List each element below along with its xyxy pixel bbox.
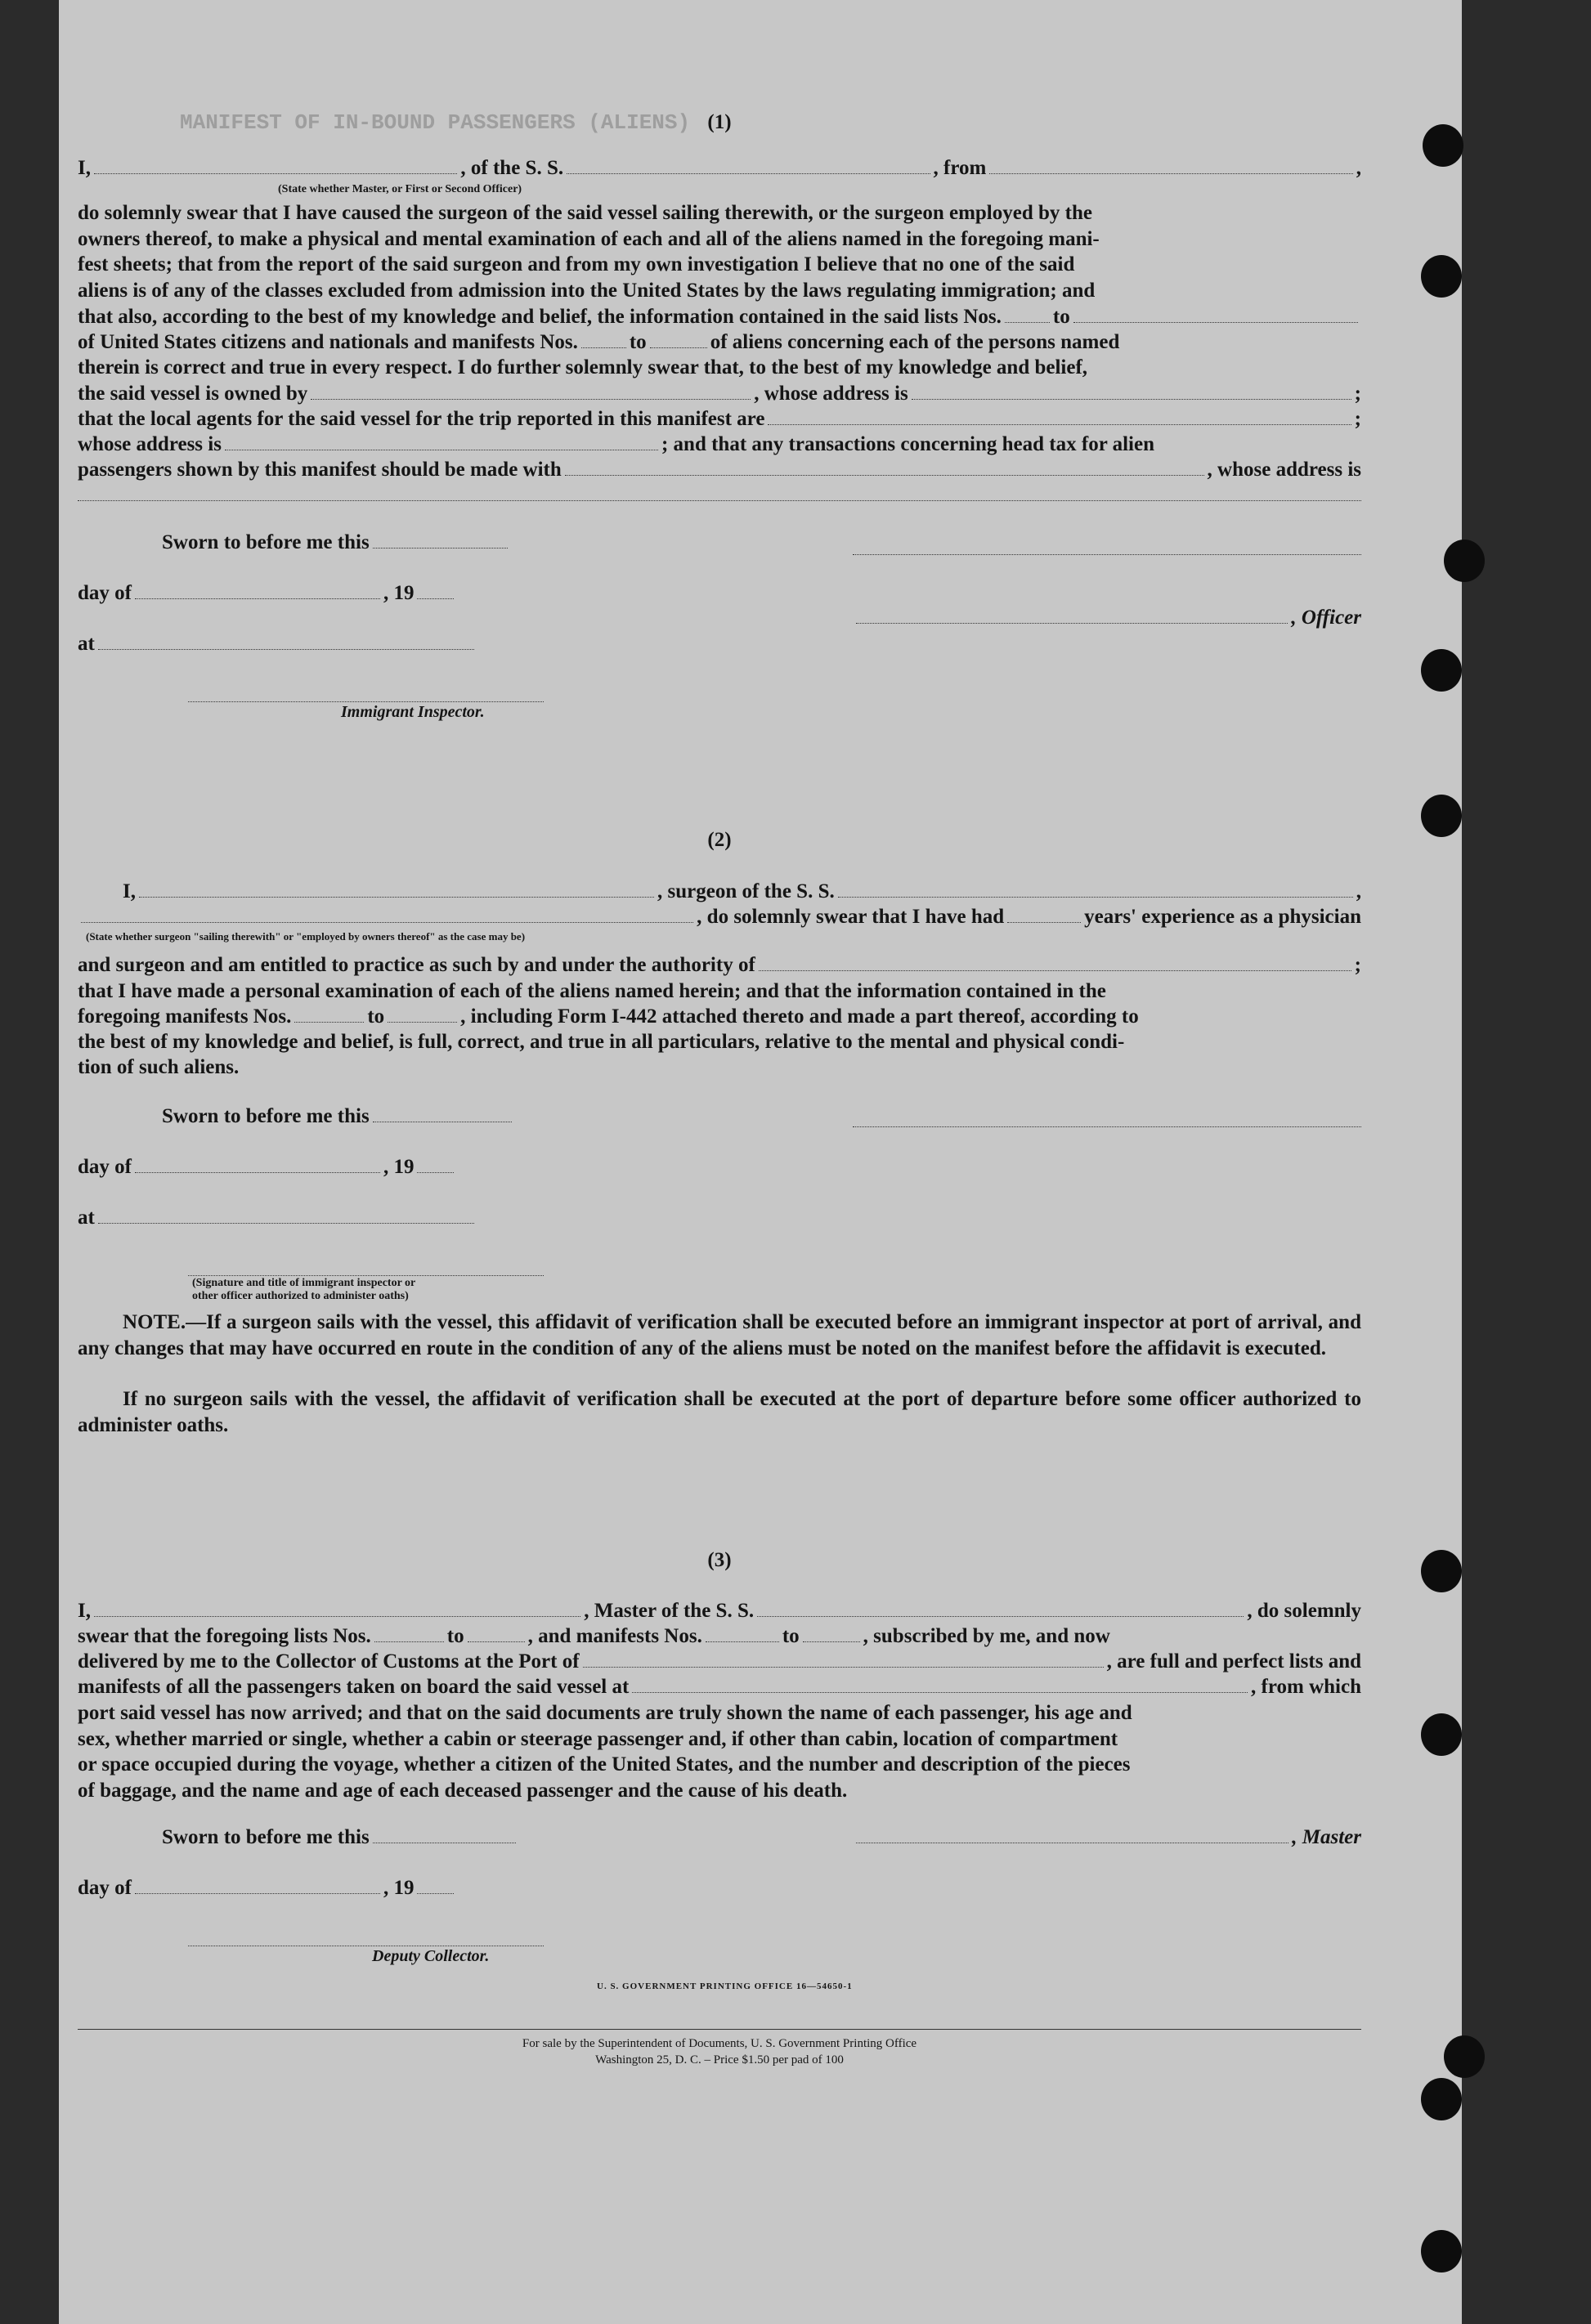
sworn-label: Sworn to before me this — [162, 1826, 370, 1848]
vessel-name-field[interactable] — [567, 157, 930, 174]
label-comma: , — [1356, 157, 1362, 179]
label-i: I, — [123, 880, 136, 902]
sworn-line-1 — [162, 530, 511, 556]
best-knowledge-line — [78, 1029, 1361, 1055]
punch-hole — [1444, 540, 1485, 582]
inspector-caption: Immigrant Inspector. — [341, 703, 485, 721]
year-field[interactable] — [417, 582, 454, 599]
label-i: I, — [78, 157, 91, 179]
examination-line — [78, 978, 1361, 1005]
note-text-1: —If a surgeon sails with the vessel, this affidavit of verification shall be executed before an immigrant inspector at port of arrival, and any changes that may have occurred en route in the condition of any of the aliens must be noted on the manifest before the affidavit is executed. — [78, 1311, 1361, 1359]
physician-label: years' experience as a physician — [1084, 906, 1361, 928]
oath-line: of baggage, and the name and age of each deceased passenger and the cause of his death. — [78, 1779, 848, 1802]
oath-line: or space occupied during the voyage, whether a citizen of the United States, and the number and description of the pieces — [78, 1753, 1131, 1775]
experience-line — [78, 904, 1361, 930]
bleed-through-text: MANIFEST OF IN-BOUND PASSENGERS (ALIENS) — [180, 110, 691, 135]
manifest-from-field[interactable] — [581, 331, 626, 348]
punch-hole — [1423, 124, 1463, 167]
day-field[interactable] — [135, 582, 380, 599]
officer-rank-caption: (State whether Master, or First or Second Officer) — [278, 183, 522, 195]
sworn-field[interactable] — [373, 1105, 512, 1122]
note-label: NOTE. — [123, 1311, 186, 1333]
oath-line: owners thereof, to make a physical and mental examination of each and all of the aliens named in the foregoing mani- — [78, 227, 1100, 250]
to-label: to — [629, 331, 647, 353]
years-field[interactable] — [1007, 906, 1081, 923]
oath-line: port said vessel has now arrived; and that on the said documents are truly shown the name of each passenger, his age and — [78, 1702, 1132, 1724]
address-label: , whose address is — [754, 383, 908, 405]
day-field[interactable] — [135, 1877, 380, 1894]
port-field[interactable] — [583, 1650, 1104, 1668]
head-tax-address-field[interactable] — [78, 499, 1361, 501]
head-tax-line — [78, 457, 1361, 483]
footer — [78, 2035, 1361, 2068]
examination-statement: that I have made a personal examination of each of the aliens named herein; and that the information contained in the — [78, 980, 1106, 1002]
master-signature-field[interactable] — [856, 1826, 1288, 1843]
at-label: at — [78, 1207, 95, 1229]
vessel-name-field[interactable] — [838, 880, 1353, 898]
departure-port-field[interactable] — [989, 157, 1352, 174]
footer-line-1: For sale by the Superintendent of Documents, U. S. Government Printing Office — [522, 2037, 917, 2050]
at-field[interactable] — [98, 633, 474, 650]
correct-statement: therein is correct and true in every respect. I do further solemnly swear that, to the best of my knowledge and belief, — [78, 356, 1088, 378]
punch-hole — [1421, 2078, 1462, 2120]
officer-line — [853, 605, 1361, 631]
delivered-line — [78, 1649, 1361, 1675]
manifest-to-field[interactable] — [388, 1005, 457, 1023]
inspector-signature-field[interactable] — [188, 1274, 544, 1276]
delivered-label: delivered by me to the Collector of Customs at the Port of — [78, 1650, 580, 1672]
section-3-number: (3) — [707, 1549, 732, 1571]
vessel-name-field[interactable] — [757, 1600, 1244, 1617]
punch-hole — [1421, 795, 1462, 837]
label-comma: , — [1356, 880, 1362, 902]
head-tax-label: ; and that any transactions concerning head tax for alien — [661, 433, 1154, 455]
officer-signature-line-1[interactable] — [853, 553, 1361, 555]
punch-hole — [1421, 1713, 1462, 1756]
surgeon-status-caption: (State whether surgeon "sailing therewith" or "employed by owners thereof" as the case may be) — [86, 930, 526, 943]
manifests-label: foregoing manifests Nos. — [78, 1005, 292, 1028]
semicolon: ; — [1354, 954, 1361, 976]
manifest-from-field[interactable] — [294, 1005, 364, 1023]
day-of-label: day of — [78, 1156, 132, 1178]
day-of-label: day of — [78, 582, 132, 604]
punch-hole — [1421, 1550, 1462, 1592]
officer-label: , Officer — [1291, 607, 1361, 629]
aliens-label: of aliens concerning each of the persons named — [710, 331, 1120, 353]
punch-hole — [1421, 2230, 1462, 2273]
label-from: , from — [933, 157, 987, 179]
semicolon: ; — [1354, 408, 1361, 430]
foregoing-manifests-line — [78, 1004, 1361, 1030]
such-aliens-statement: tion of such aliens. — [78, 1056, 240, 1078]
best-knowledge-statement: the best of my knowledge and belief, is full, correct, and true in all particulars, relative to the mental and physical condi- — [78, 1031, 1125, 1053]
punch-hole — [1421, 649, 1462, 692]
day-of-label: day of — [78, 1877, 132, 1899]
manifest-to-field[interactable] — [803, 1625, 860, 1642]
surgeon-signature-field[interactable] — [853, 1125, 1361, 1127]
lists-numbers-line — [78, 304, 1361, 330]
lists-label: that also, according to the best of my knowledge and belief, the information contained in the said lists Nos. — [78, 306, 1002, 328]
correct-statement-line — [78, 355, 1361, 381]
manifest-from-field[interactable] — [706, 1625, 779, 1642]
deputy-signature-field[interactable] — [188, 1944, 544, 1946]
section-2-surgeon-line — [78, 879, 1361, 905]
manifests-board-line — [78, 1674, 1361, 1700]
surgeon-name-field[interactable] — [139, 880, 654, 898]
inspector-signature-field[interactable] — [188, 700, 544, 702]
officer-rank-field[interactable] — [94, 157, 457, 174]
year-label: , 19 — [383, 1877, 415, 1899]
list-from-field[interactable] — [374, 1625, 444, 1642]
footer-rule — [78, 2029, 1361, 2030]
sworn-line-3 — [162, 1825, 519, 1851]
form-label: , including Form I-442 attached thereto and made a part thereof, according to — [460, 1005, 1139, 1028]
experience-label: , do solemnly swear that I have had — [697, 906, 1005, 928]
note-paragraph-2 — [78, 1386, 1361, 1438]
manifests-board-label: manifests of all the passengers taken on board the said vessel at — [78, 1676, 630, 1698]
owner-address-field[interactable] — [912, 383, 1351, 400]
section-3-oath-paragraph — [78, 1700, 1361, 1803]
subscribed-label: , subscribed by me, and now — [863, 1625, 1110, 1647]
manifests-numbers-line — [78, 329, 1361, 356]
address-label: , whose address is — [1207, 459, 1361, 481]
year-label: , 19 — [383, 582, 415, 604]
punch-hole — [1444, 2035, 1485, 2078]
section-1-number: (1) — [707, 111, 732, 133]
section-3-lists-line — [78, 1623, 1361, 1650]
signature-caption-2: other officer authorized to administer oaths) — [192, 1290, 409, 1302]
boarding-port-field[interactable] — [632, 1676, 1248, 1693]
passengers-label: passengers shown by this manifest should be made with — [78, 459, 562, 481]
list-to-field[interactable] — [468, 1625, 525, 1642]
signature-caption-1: (Signature and title of immigrant inspector or — [192, 1277, 416, 1289]
to-label: to — [367, 1005, 385, 1028]
agents-address-field[interactable] — [225, 433, 658, 450]
to-label: to — [782, 1625, 800, 1647]
punch-hole — [1421, 255, 1462, 298]
oath-line: fest sheets; that from the report of the said surgeon and from my own investigation I believe that no one of the said — [78, 253, 1075, 275]
day-of-line-3 — [78, 1875, 457, 1901]
lists-label: swear that the foregoing lists Nos. — [78, 1625, 371, 1647]
printing-office-line: U. S. GOVERNMENT PRINTING OFFICE 16—54650-1 — [597, 1981, 853, 1991]
label-of-ss: , of the S. S. — [460, 157, 564, 179]
solemnly-label: , do solemnly — [1247, 1600, 1362, 1622]
at-field[interactable] — [98, 1207, 474, 1224]
authority-field[interactable] — [759, 954, 1351, 971]
master-name-field[interactable] — [94, 1600, 580, 1617]
address-label: whose address is — [78, 433, 222, 455]
authority-label: and surgeon and am entitled to practice as such by and under the authority of — [78, 954, 755, 976]
sworn-label: Sworn to before me this — [162, 1105, 370, 1127]
sworn-field[interactable] — [373, 1826, 516, 1843]
footer-line-2: Washington 25, D. C. – Price $1.50 per pad of 100 — [595, 2053, 844, 2067]
deputy-caption: Deputy Collector. — [372, 1947, 490, 1965]
list-from-field[interactable] — [1005, 306, 1050, 323]
officer-signature-field[interactable] — [856, 607, 1288, 624]
section-1-officer-line — [78, 155, 1361, 181]
day-of-line-2 — [78, 1154, 457, 1180]
manifests-label: , and manifests Nos. — [527, 1625, 702, 1647]
perfect-lists-label: , are full and perfect lists and — [1106, 1650, 1361, 1672]
at-line-1 — [78, 631, 477, 657]
list-to-field[interactable] — [1073, 306, 1358, 323]
surgeon-status-field[interactable] — [81, 906, 693, 923]
oath-line: sex, whether married or single, whether a cabin or steerage passenger and, if other than cabin, location of compartment — [78, 1727, 1118, 1750]
section-1-oath-paragraph — [78, 200, 1361, 303]
agents-label: that the local agents for the said vessel for the trip reported in this manifest are — [78, 408, 765, 430]
sworn-field[interactable] — [373, 531, 508, 549]
oath-line: aliens is of any of the classes excluded from admission into the United States by the laws regulating immigration; and — [78, 279, 1096, 302]
from-which-label: , from which — [1251, 1676, 1361, 1698]
owner-line — [78, 381, 1361, 407]
master-signature-line — [853, 1825, 1361, 1851]
at-line-2 — [78, 1205, 477, 1231]
sworn-line-2 — [162, 1104, 515, 1130]
day-of-line-1 — [78, 580, 457, 607]
agents-address-line — [78, 432, 1361, 458]
agents-field[interactable] — [768, 408, 1351, 425]
owner-field[interactable] — [311, 383, 751, 400]
year-field[interactable] — [417, 1877, 454, 1894]
to-label: to — [1052, 306, 1070, 328]
master-of-ss-label: , Master of the S. S. — [584, 1600, 755, 1622]
section-3-master-line — [78, 1598, 1361, 1624]
note-paragraph-1 — [78, 1310, 1361, 1361]
manifest-to-field[interactable] — [650, 331, 707, 348]
year-field[interactable] — [417, 1156, 454, 1173]
year-label: , 19 — [383, 1156, 415, 1178]
head-tax-party-field[interactable] — [565, 459, 1204, 476]
manifests-label: of United States citizens and nationals and manifests Nos. — [78, 331, 578, 353]
owned-label: the said vessel is owned by — [78, 383, 308, 405]
at-label: at — [78, 633, 95, 655]
label-i: I, — [78, 1600, 91, 1622]
to-label: to — [446, 1625, 464, 1647]
surgeon-of-ss-label: , surgeon of the S. S. — [657, 880, 835, 902]
semicolon: ; — [1354, 383, 1361, 405]
sworn-label: Sworn to before me this — [162, 531, 370, 553]
such-aliens-line — [78, 1055, 1361, 1081]
oath-line: do solemnly swear that I have caused the surgeon of the said vessel sailing therewith, or the surgeon employed by the — [78, 202, 1092, 224]
agents-line — [78, 406, 1361, 432]
note-text-2: If no surgeon sails with the vessel, the affidavit of verification shall be executed at the port of departure before some officer authorized to administer oaths. — [78, 1388, 1361, 1436]
day-field[interactable] — [135, 1156, 380, 1173]
section-2-number: (2) — [707, 829, 732, 851]
authority-line — [78, 952, 1361, 978]
master-label: , Master — [1292, 1826, 1361, 1848]
